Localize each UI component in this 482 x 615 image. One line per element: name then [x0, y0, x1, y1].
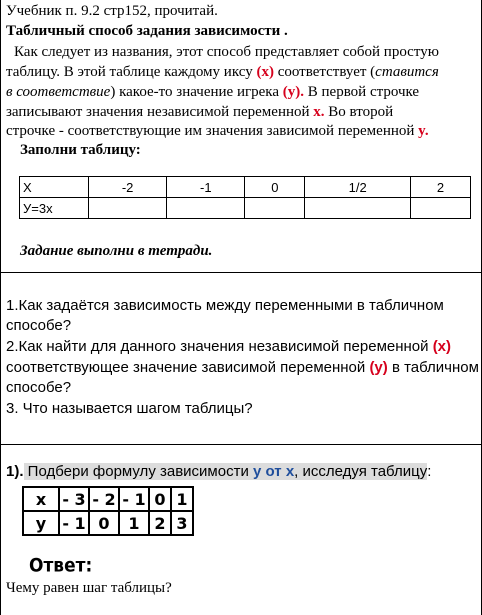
fill-table-label: Заполни таблицу: [20, 142, 141, 158]
exercise-colon: : [427, 463, 432, 480]
para-text: Как следует из названия, этот способ представляет собой простую [14, 44, 439, 60]
para-line-1 [14, 42, 439, 62]
para-line-3 [6, 82, 419, 102]
question-1-line-2: способе? [6, 317, 72, 334]
table-cell: 2 [149, 511, 171, 535]
task-instruction: Задание выполни в тетради. [20, 243, 213, 259]
question-text: 2.Как найти для данного значения независимой переменной [6, 338, 433, 355]
para-text: записывают значения независимой переменной [6, 104, 314, 120]
x-var: (x) [432, 338, 452, 355]
y-var: y. [418, 123, 429, 139]
para-text: ) какое-то значение игрека [110, 84, 283, 100]
table-cell: 0 [89, 511, 119, 535]
exercise-emphasis: у от х [253, 463, 295, 480]
para-text: таблицу. В этой таблице каждому иксу [6, 64, 257, 80]
section-divider-2 [0, 444, 482, 445]
table-cell: - 1 [59, 511, 89, 535]
question-2-line-3: способе? [6, 379, 72, 396]
table-cell-empty[interactable] [167, 198, 245, 219]
table-row [20, 177, 471, 198]
para-text: Во второй [324, 104, 394, 120]
question-2-line-1 [6, 337, 451, 357]
x-var: x. [313, 104, 325, 120]
exercise-highlight [24, 463, 428, 480]
exercise-text: , исследуя таблицу [294, 463, 428, 480]
section-title: Табличный способ задания зависимости . [6, 23, 288, 39]
question-2-line-2 [6, 358, 479, 378]
table-cell: 1 [171, 487, 193, 511]
table-cell: 0 [149, 487, 171, 511]
table-cell: X [20, 177, 89, 198]
table-cell: 0 [245, 177, 305, 198]
question-1-line-1: 1.Как задаётся зависимость между переменными в табличном [6, 297, 444, 314]
section-divider-1 [0, 272, 482, 273]
table-cell-empty[interactable] [245, 198, 305, 219]
table-cell: У=3х [20, 198, 89, 219]
table-cell: - 2 [89, 487, 119, 511]
y-var: (y) [369, 359, 388, 376]
exercise-number: 1). [6, 463, 24, 480]
table-cell: 1 [119, 511, 149, 535]
para-italic: в соответствие [6, 84, 111, 100]
table-cell-empty[interactable] [411, 198, 471, 219]
textbook-header: Учебник п. 9.2 стр152, прочитай. [6, 3, 218, 19]
table-cell: 1/2 [305, 177, 411, 198]
para-text: В первой строчке [304, 84, 420, 100]
formula-table [22, 486, 194, 536]
table-row [23, 487, 193, 511]
exercise-title [6, 462, 431, 482]
para-line-5 [6, 121, 429, 141]
table-cell: -1 [167, 177, 245, 198]
fill-table [19, 176, 471, 219]
table-cell-empty[interactable] [89, 198, 167, 219]
table-cell-empty[interactable] [305, 198, 411, 219]
x-var: (x) [256, 64, 274, 80]
para-line-4 [6, 102, 393, 122]
table-row [20, 198, 471, 219]
exercise-text: Подбери формулу зависимости [23, 463, 253, 480]
table-cell: - 3 [59, 487, 89, 511]
table-cell: - 1 [119, 487, 149, 511]
table-step-question: Чему равен шаг таблицы? [6, 580, 172, 596]
table-cell: 2 [411, 177, 471, 198]
para-text: строчке - соответствующие им значения зависимой переменной [6, 123, 419, 139]
para-italic: ставится [375, 64, 439, 80]
table-cell: -2 [89, 177, 167, 198]
question-text: соответствующее значение зависимой переменной [6, 359, 370, 376]
answer-label: Ответ: [29, 555, 93, 577]
question-3: 3. Что называется шагом таблицы? [6, 400, 253, 417]
para-line-2 [6, 62, 439, 82]
y-var: (y). [282, 84, 305, 100]
question-text: в табличном [387, 359, 479, 376]
para-text: соответствует ( [273, 64, 376, 80]
table-cell: х [23, 487, 59, 511]
left-border [0, 0, 1, 615]
table-cell: у [23, 511, 59, 535]
table-cell: 3 [171, 511, 193, 535]
table-row [23, 511, 193, 535]
